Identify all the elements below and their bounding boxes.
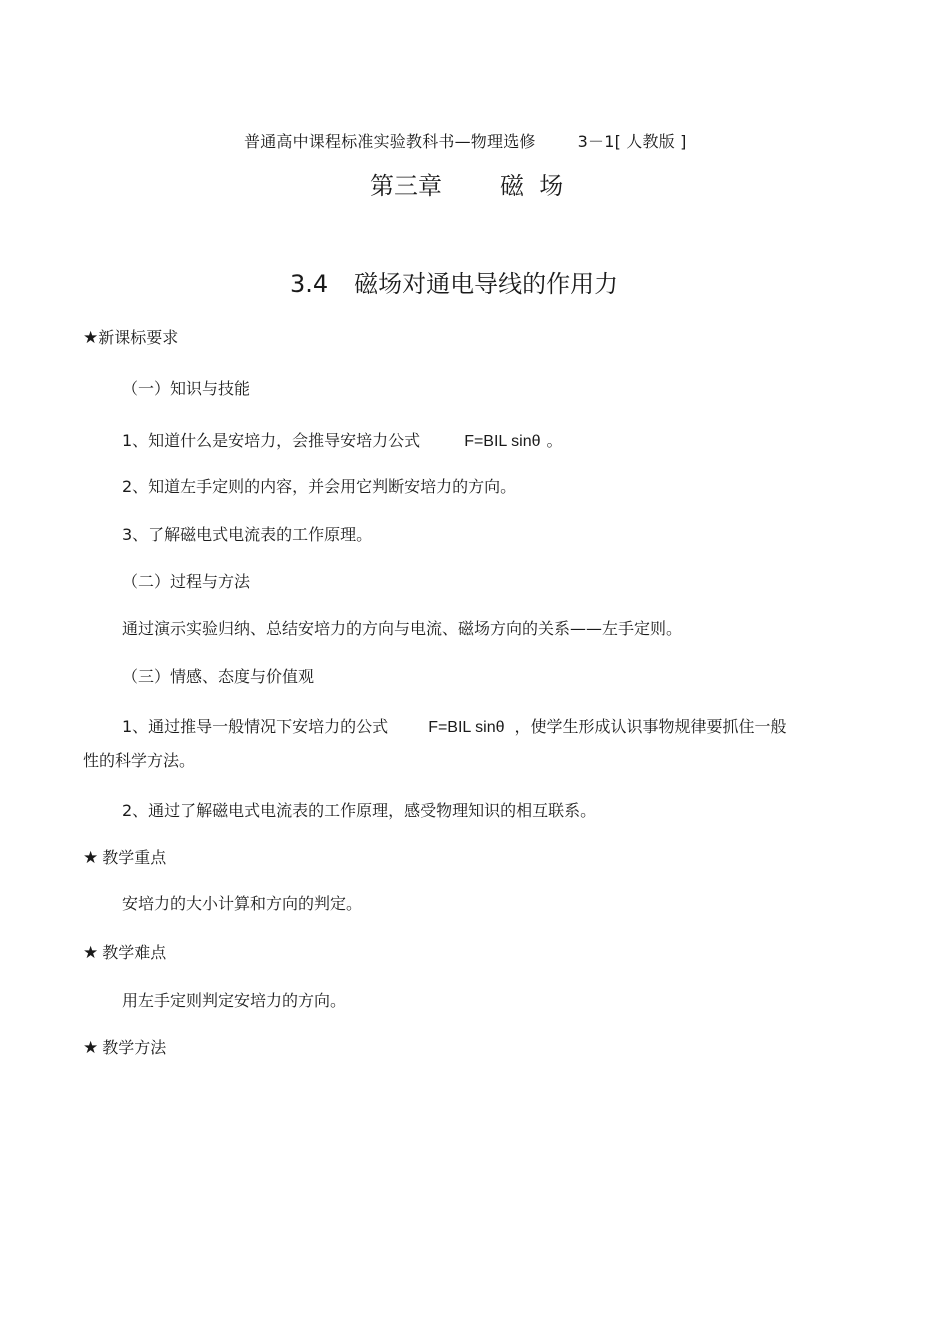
chapter-number: 第三章 — [370, 172, 442, 200]
curriculum-heading — [83, 325, 178, 348]
method-heading-text: 教学方法 — [102, 1038, 167, 1057]
star-icon: ★ — [83, 848, 99, 868]
key-point-heading — [83, 845, 166, 868]
emotion-item-1-continued: 性的科学方法。 — [83, 751, 196, 770]
difficulty-heading-text: 教学难点 — [102, 943, 167, 962]
difficulty-heading — [83, 940, 166, 963]
series-header — [244, 129, 687, 152]
emotion-item-1-text: 1、通过推导一般情况下安培力的公式 — [122, 717, 389, 736]
knowledge-item-3: 3、了解磁电式电流表的工作原理。 — [122, 525, 373, 544]
key-point-heading-text: 教学重点 — [102, 848, 167, 867]
knowledge-item-1-text: 1、知道什么是安培力，会推导安培力公式 — [122, 431, 421, 450]
knowledge-label: （一）知识与技能 — [122, 379, 251, 398]
series-title: 普通高中课程标准实验教科书—物理选修 — [244, 132, 536, 151]
star-icon: ★ — [83, 328, 99, 348]
star-icon: ★ — [83, 1038, 99, 1058]
section-name: 磁场对通电导线的作用力 — [354, 270, 619, 298]
method-heading — [83, 1035, 166, 1058]
star-icon: ★ — [83, 943, 99, 963]
chapter-title — [370, 166, 563, 201]
knowledge-item-2: 2、知道左手定则的内容，并会用它判断安培力的方向。 — [122, 477, 517, 496]
curriculum-heading-text: 新课标要求 — [98, 328, 179, 347]
emotion-item-2: 2、通过了解磁电式电流表的工作原理，感受物理知识的相互联系。 — [122, 801, 597, 820]
emotion-label: （三）情感、态度与价值观 — [122, 667, 315, 686]
knowledge-item-1 — [122, 428, 563, 451]
section-title — [290, 264, 618, 299]
knowledge-item-1-end: 。 — [546, 431, 563, 450]
process-label: （二）过程与方法 — [122, 572, 251, 591]
chapter-name: 磁 场 — [500, 172, 564, 200]
emotion-item-1-rest: ，使学生形成认识事物规律要抓住一般 — [514, 717, 787, 736]
ampere-formula-general: F=BIL sinθ — [428, 719, 505, 736]
process-text: 通过演示实验归纳、总结安培力的方向与电流、磁场方向的关系——左手定则。 — [122, 619, 683, 638]
key-point-text: 安培力的大小计算和方向的判定。 — [122, 894, 363, 913]
difficulty-text: 用左手定则判定安培力的方向。 — [122, 991, 347, 1010]
emotion-item-1 — [122, 714, 787, 737]
ampere-formula: F=BIL sinθ — [464, 433, 541, 450]
edition-label: 3－1[ 人教版 ] — [577, 132, 687, 151]
section-number: 3.4 — [290, 270, 329, 298]
